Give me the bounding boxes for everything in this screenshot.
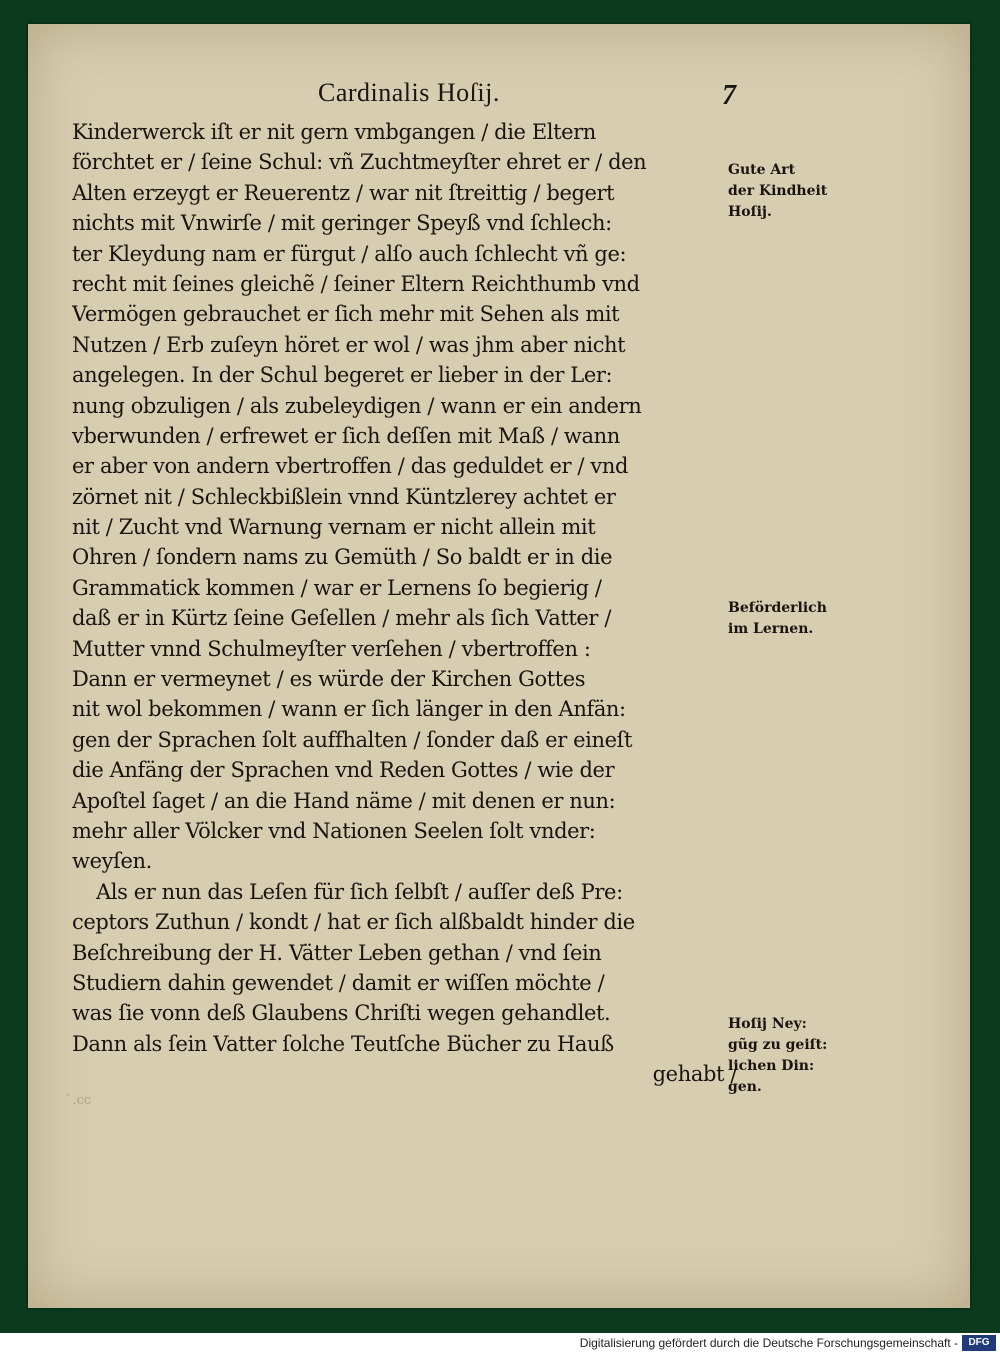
footer-bar bbox=[0, 1333, 1000, 1354]
text-line: daß er in Kürtz ſeine Geſellen / mehr als ſich Vatter / bbox=[72, 606, 612, 631]
marginal-note-line: gen. bbox=[728, 1079, 762, 1095]
text-line: zörnet nit / Schleckbißlein vnnd Küntzlerey achtet er bbox=[72, 484, 616, 509]
marginal-note-line: Hoſij Ney: bbox=[728, 1016, 807, 1032]
text-line: nit / Zucht vnd Warnung vernam er nicht allein mit bbox=[72, 515, 596, 540]
text-line: Studiern dahin gewendet / damit er wiſſen möchte / bbox=[72, 970, 605, 995]
book-page bbox=[28, 24, 970, 1308]
text-line: was ſie vonn deß Glaubens Chriſti wegen gehandlet. bbox=[72, 1001, 611, 1026]
text-line: Ohren / ſondern nams zu Gemüth / So baldt er in die bbox=[72, 545, 613, 570]
text-line: ceptors Zuthun / kondt / hat er ſich alßbaldt hinder die bbox=[72, 910, 635, 935]
text-line: förchtet er / ſeine Schul: vñ Zuchtmeyſter ehret er / den bbox=[72, 150, 647, 175]
text-line: Apoſtel ſaget / an die Hand näme / mit denen er nun: bbox=[72, 788, 616, 813]
page-header bbox=[28, 74, 970, 114]
marginal-note-line: der Kindheit bbox=[728, 183, 828, 199]
marginal-note-line: im Lernen. bbox=[728, 621, 814, 637]
text-line: Nutzen / Erb zuſeyn höret er wol / was jhm aber nicht bbox=[72, 332, 626, 357]
marginal-note-line: gũg zu geiſt: bbox=[728, 1037, 828, 1053]
text-line: Dann als ſein Vatter ſolche Teutſche Bücher zu Hauß bbox=[72, 1031, 614, 1056]
marginal-note-line: Gute Art bbox=[728, 162, 796, 178]
dfg-logo: DFG bbox=[962, 1335, 996, 1351]
text-line: weyſen. bbox=[72, 849, 152, 874]
text-line: Alten erzeygt er Reuerentz / war nit ſtreittig / begert bbox=[72, 180, 615, 205]
text-line: Beſchreibung der H. Vätter Leben gethan / vnd ſein bbox=[72, 940, 602, 965]
running-head: Cardinalis Hoſij. bbox=[318, 78, 500, 107]
text-line: Grammatick kommen / war er Lernens ſo begierig / bbox=[72, 575, 602, 600]
ink-smudge: ﾟ.ᴄᴄ bbox=[66, 1093, 92, 1108]
text-line: recht mit ſeines gleichẽ / ſeiner Eltern Reichthumb vnd bbox=[72, 271, 640, 296]
marginal-note-line: Beförderlich bbox=[728, 600, 827, 616]
text-line: Kinderwerck iſt er nit gern vmbgangen / die Eltern bbox=[72, 120, 596, 144]
text-line: mehr aller Völcker vnd Nationen Seelen ſolt vnder: bbox=[72, 818, 596, 843]
marginal-note bbox=[728, 1014, 852, 1098]
marginal-note-line: Hoſij. bbox=[728, 204, 772, 220]
text-line: vberwunden / erfrewet er ſich deſſen mit Maß / wann bbox=[72, 423, 620, 448]
text-line: gen der Sprachen ſolt auffhalten / ſonder daß er eineſt bbox=[72, 727, 633, 752]
marginal-note bbox=[728, 160, 852, 223]
page-number: 7 bbox=[722, 80, 736, 111]
text-line: Vermögen gebrauchet er ſich mehr mit Sehen als mit bbox=[72, 302, 620, 327]
main-text-block bbox=[72, 117, 737, 1090]
catchword: gehabt / bbox=[652, 1062, 737, 1087]
text-line: Mutter vnnd Schulmeyſter verſehen / vbertroffen : bbox=[72, 636, 591, 661]
text-line: ter Kleydung nam er fürgut / alſo auch ſchlecht vñ ge: bbox=[72, 241, 627, 266]
text-line: nit wol bekommen / wann er ſich länger in den Anfän: bbox=[72, 697, 626, 722]
marginal-note-line: lichen Din: bbox=[728, 1058, 815, 1074]
text-line: angelegen. In der Schul begeret er lieber in der Ler: bbox=[72, 363, 613, 388]
text-line: nichts mit Vnwirſe / mit geringer Speyß vnd ſchlech: bbox=[72, 211, 612, 236]
text-line: Dann er vermeynet / es würde der Kirchen Gottes bbox=[72, 667, 586, 692]
marginal-note bbox=[728, 598, 852, 640]
paragraph-start-line: Als er nun das Leſen für ſich ſelbſt / auſſer deß Pre: bbox=[96, 879, 623, 904]
text-line: die Anfäng der Sprachen vnd Reden Gottes / wie der bbox=[72, 758, 615, 783]
text-line: nung obzuligen / als zubeleydigen / wann er ein andern bbox=[72, 393, 642, 418]
funding-credit: Digitalisierung gefördert durch die Deutsche Forschungsgemeinschaft - bbox=[579, 1336, 958, 1350]
text-line: er aber von andern vbertroffen / das geduldet er / vnd bbox=[72, 454, 629, 479]
